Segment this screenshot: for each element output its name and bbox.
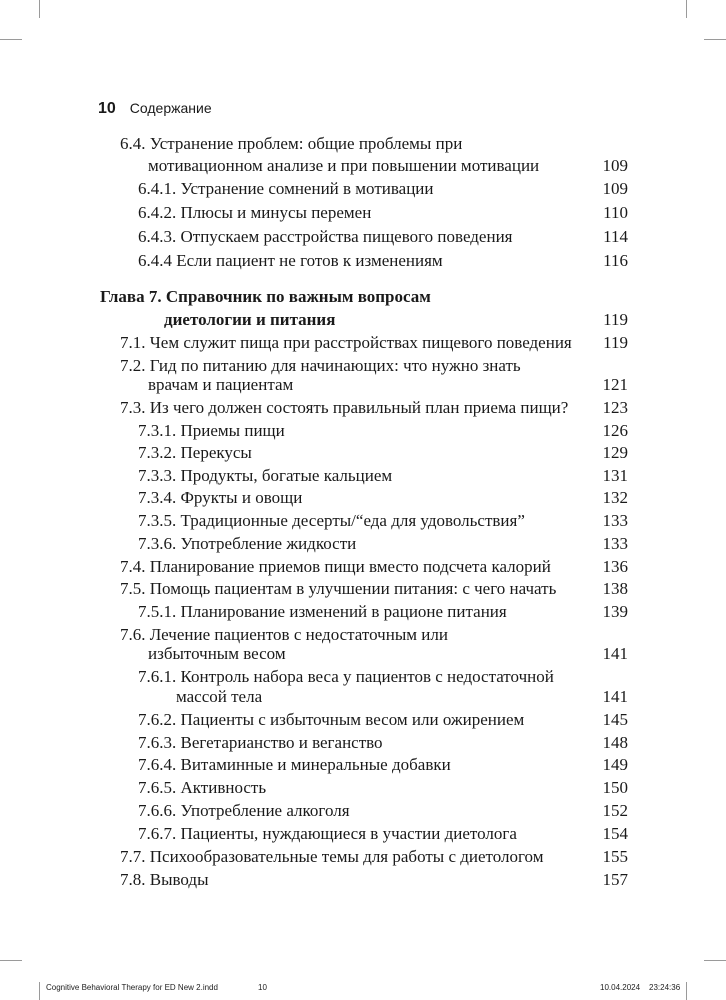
toc-entry-7-3-6: 7.3.6. Употребление жидкости 133 <box>138 534 628 553</box>
toc-entry-6-4-2: 6.4.2. Плюсы и минусы перемен 110 <box>138 203 628 222</box>
page-ref: 136 <box>602 557 628 576</box>
toc-entry-7-1: 7.1. Чем служит пища при расстройствах пищевого поведения 119 <box>120 333 628 352</box>
toc-entry-7-6: 7.6. Лечение пациентов с недостаточным или <box>120 625 448 644</box>
page-ref: 114 <box>603 227 628 246</box>
toc-entry-7-3-1: 7.3.1. Приемы пищи 126 <box>138 421 628 440</box>
page-ref: 154 <box>602 824 628 843</box>
page-ref: 126 <box>602 421 628 440</box>
toc-entry-6-4-cont: мотивационном анализе и при повышении мотивации 109 <box>148 156 628 175</box>
toc-entry-7-6-2: 7.6.2. Пациенты с избыточным весом или ожирением 145 <box>138 710 628 729</box>
page-ref: 119 <box>603 310 628 329</box>
toc-entry-7-6-5: 7.6.5. Активность 150 <box>138 778 628 797</box>
toc-entry-7-6-1-cont: массой тела 141 <box>176 687 628 706</box>
page-ref: 148 <box>602 733 628 752</box>
slug-time: 23:24:36 <box>649 983 681 992</box>
toc-entry-7-6-3: 7.6.3. Вегетарианство и веганство 148 <box>138 733 628 752</box>
page-ref: 119 <box>603 333 628 352</box>
toc-entry-7-3-2: 7.3.2. Перекусы 129 <box>138 443 628 462</box>
page-ref: 110 <box>603 203 628 222</box>
chapter-7-heading-cont: диетологии и питания 119 <box>164 310 628 329</box>
page-ref: 109 <box>602 179 628 198</box>
toc-entry-7-7: 7.7. Психообразовательные темы для работы с диетологом 155 <box>120 847 628 866</box>
page-ref: 116 <box>603 251 628 270</box>
toc-entry-7-3-3: 7.3.3. Продукты, богатые кальцием 131 <box>138 466 628 485</box>
page-ref: 133 <box>602 511 628 530</box>
page-ref: 109 <box>602 156 628 175</box>
page-ref: 152 <box>602 801 628 820</box>
toc-entry-7-5-1: 7.5.1. Планирование изменений в рационе питания 139 <box>138 602 628 621</box>
page-ref: 150 <box>602 778 628 797</box>
toc-entry-7-3-5: 7.3.5. Традиционные десерты/“еда для удовольствия” 133 <box>138 511 628 530</box>
page-ref: 121 <box>602 375 628 394</box>
page-ref: 155 <box>602 847 628 866</box>
header-title: Содержание <box>129 100 212 116</box>
toc-entry-7-2-cont: врачам и пациентам 121 <box>148 375 628 394</box>
page-ref: 131 <box>602 466 628 485</box>
page-number: 10 <box>98 100 116 117</box>
page-ref: 138 <box>602 579 628 598</box>
toc-entry-6-4-3: 6.4.3. Отпускаем расстройства пищевого поведения 114 <box>138 227 628 246</box>
toc-entry-7-3: 7.3. Из чего должен состоять правильный план приема пищи? 123 <box>120 398 628 417</box>
toc-entry-7-2: 7.2. Гид по питанию для начинающих: что нужно знать <box>120 356 521 375</box>
toc-entry-6-4-4: 6.4.4 Если пациент не готов к изменениям 116 <box>138 251 628 270</box>
toc-entry-7-6-4: 7.6.4. Витаминные и минеральные добавки 149 <box>138 755 628 774</box>
toc-entry-7-6-1: 7.6.1. Контроль набора веса у пациентов с недостаточной <box>138 667 554 686</box>
page-ref: 157 <box>602 870 628 889</box>
slug-filename: Cognitive Behavioral Therapy for ED New 2.indd <box>46 983 218 992</box>
page-ref: 141 <box>602 687 628 706</box>
page-ref: 145 <box>602 710 628 729</box>
toc-entry-7-6-cont: избыточным весом 141 <box>148 644 628 663</box>
toc-entry-7-3-4: 7.3.4. Фрукты и овощи 132 <box>138 488 628 507</box>
page-ref: 139 <box>602 602 628 621</box>
slug-date: 10.04.2024 <box>600 983 641 992</box>
toc-entry-7-6-7: 7.6.7. Пациенты, нуждающиеся в участии диетолога 154 <box>138 824 628 843</box>
page-ref: 132 <box>602 488 628 507</box>
chapter-7-heading: Глава 7. Справочник по важным вопросам <box>100 287 431 306</box>
toc-entry-7-8: 7.8. Выводы 157 <box>120 870 628 889</box>
page-ref: 149 <box>602 755 628 774</box>
toc-entry-7-4: 7.4. Планирование приемов пищи вместо подсчета калорий 136 <box>120 557 628 576</box>
slug-page: 10 <box>258 983 267 992</box>
toc-entry-7-5: 7.5. Помощь пациентам в улучшении питания: с чего начать 138 <box>120 579 628 598</box>
page-ref: 133 <box>602 534 628 553</box>
page-ref: 123 <box>602 398 628 417</box>
page-ref: 129 <box>602 443 628 462</box>
toc-entry-7-6-6: 7.6.6. Употребление алкоголя 152 <box>138 801 628 820</box>
toc-entry-6-4: 6.4. Устранение проблем: общие проблемы при <box>120 134 463 153</box>
toc-entry-6-4-1: 6.4.1. Устранение сомнений в мотивации 109 <box>138 179 628 198</box>
page-ref: 141 <box>602 644 628 663</box>
